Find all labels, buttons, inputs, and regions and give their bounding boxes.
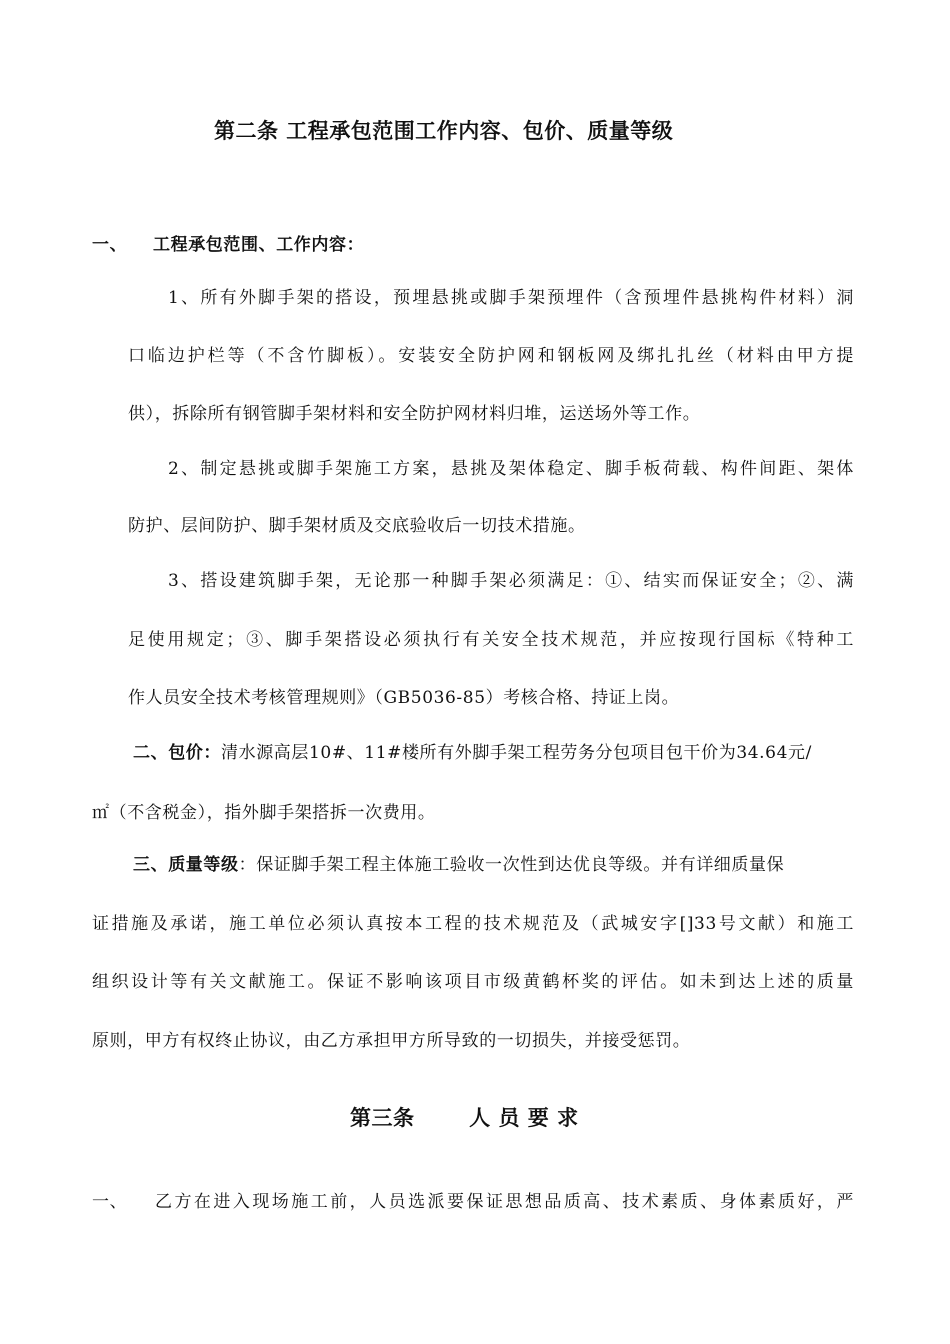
article2-title: 第二条 工程承包范围工作内容、包价、质量等级 [214, 118, 674, 143]
item2-line1: 2、制定悬挑或脚手架施工方案，悬挑及架体稳定、脚手板荷载、构件间距、架体 [168, 459, 854, 479]
section2-line2: ㎡（不含税金），指外脚手架搭拆一次费用。 [92, 803, 436, 823]
section2-line1 [133, 741, 812, 765]
section2-label: 二、包价： [133, 743, 221, 763]
section2-line1-text: 清水源高层10#、11#楼所有外脚手架工程劳务分包项目包干价为34.64元/ [221, 743, 812, 763]
item1-line2: 口临边护栏等（不含竹脚板）。安装安全防护网和钢板网及绑扎扎丝（材料由甲方提 [128, 346, 854, 366]
section3-line3: 组织设计等有关文献施工。保证不影响该项目市级黄鹤杯奖的评估。如未到达上述的质量 [92, 972, 854, 992]
item2-line2: 防护、层间防护、脚手架材质及交底验收后一切技术措施。 [128, 516, 586, 536]
section3-label: 三、质量等级 [133, 855, 239, 875]
item3-line2: 足使用规定；③、脚手架搭设必须执行有关安全技术规范，并应按现行国标《特种工 [128, 630, 854, 650]
article3-section1-marker: 一、 [92, 1192, 128, 1212]
section1-marker: 一、 [92, 235, 128, 255]
section3-line1-text: ：保证脚手架工程主体施工验收一次性到达优良等级。并有详细质量保 [238, 855, 785, 875]
section3-line2: 证措施及承诺，施工单位必须认真按本工程的技术规范及（武城安字[]33号文献）和施工 [92, 914, 854, 934]
item1-line3: 供），拆除所有钢管脚手架材料和安全防护网材料归堆，运送场外等工作。 [128, 404, 701, 424]
section3-line1 [133, 853, 784, 877]
item3-line1: 3、搭设建筑脚手架，无论那一种脚手架必须满足：①、结实而保证安全；②、满 [168, 571, 854, 591]
section3-line4: 原则，甲方有权终止协议，由乙方承担甲方所导致的一切损失，并接受惩罚。 [92, 1031, 691, 1051]
article3-section1-line1: 乙方在进入现场施工前，人员选派要保证思想品质高、技术素质、身体素质好，严 [155, 1192, 854, 1212]
item3-line3: 作人员安全技术考核管理规则》（GB5036-85）考核合格、持证上岗。 [128, 688, 680, 708]
item1-line1: 1、所有外脚手架的搭设，预埋悬挑或脚手架预埋件（含预埋件悬挑构件材料）洞 [168, 288, 854, 308]
section1-heading: 工程承包范围、工作内容： [153, 235, 365, 255]
article3-title: 第三条 人 员 要 求 [350, 1105, 579, 1130]
